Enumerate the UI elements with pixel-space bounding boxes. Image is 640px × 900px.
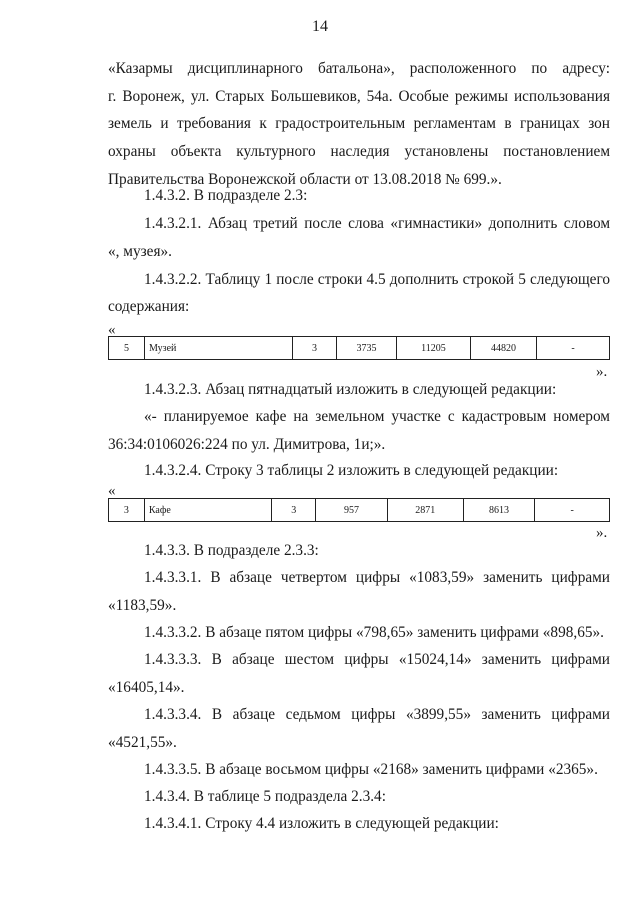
table-cell: - [571, 342, 575, 354]
table-cell: 3 [293, 337, 337, 359]
table-cell: 2871 [388, 499, 464, 521]
clause-1-4-3-2: 1.4.3.2. В подразделе 2.3: [144, 187, 308, 204]
clause-1-4-3-2-2-cont: содержания: [108, 298, 190, 315]
page-number: 14 [312, 18, 328, 35]
clause-1-4-3-2-1-cont: «, музея». [108, 243, 172, 260]
clause-1-4-3-2-3: 1.4.3.2.3. Абзац пятнадцатый изложить в следующей редакции: [144, 381, 557, 398]
paragraph-line: охраны объекта культурного наследия установлены постановлением [108, 143, 610, 160]
clause-1-4-3-2-1: 1.4.3.2.1. Абзац третий после слова «гимнастики» дополнить словом [144, 215, 610, 232]
table-cell: Музей [145, 337, 293, 359]
table-row-museum [108, 336, 610, 360]
clause-1-4-3-4: 1.4.3.4. В таблице 5 подраздела 2.3.4: [144, 788, 386, 805]
table-cell: 3 [272, 499, 316, 521]
table-cell: 3735 [337, 337, 397, 359]
clause-1-4-3-3-1: 1.4.3.3.1. В абзаце четвертом цифры «1083,59» заменить цифрами [144, 569, 610, 586]
table-cell: 957 [316, 499, 388, 521]
table-cell: 3 [109, 499, 145, 521]
clause-1-4-3-2-4: 1.4.3.2.4. Строку 3 таблицы 2 изложить в следующей редакции: [144, 462, 559, 479]
clause-1-4-3-3-5: 1.4.3.3.5. В абзаце восьмом цифры «2168» заменить цифрами «2365». [144, 761, 598, 778]
table-cell: 5 [109, 337, 145, 359]
paragraph-line: земель и требования к градостроительным регламентам в границах зон [108, 115, 610, 132]
clause-1-4-3-3: 1.4.3.3. В подразделе 2.3.3: [144, 542, 319, 559]
clause-1-4-3-3-3: 1.4.3.3.3. В абзаце шестом цифры «15024,14» заменить цифрами [144, 651, 610, 668]
table-cell: 44820 [471, 337, 537, 359]
table-cell: 11205 [397, 337, 471, 359]
clause-1-4-3-3-4-cont: «4521,55». [108, 734, 177, 751]
clause-1-4-3-3-4: 1.4.3.3.4. В абзаце седьмом цифры «3899,55» заменить цифрами [144, 706, 610, 723]
cafe-quote-line: «- планируемое кафе на земельном участке с кадастровым номером [144, 408, 610, 425]
clause-1-4-3-4-1: 1.4.3.4.1. Строку 4.4 изложить в следующей редакции: [144, 815, 499, 832]
clause-1-4-3-3-2: 1.4.3.3.2. В абзаце пятом цифры «798,65» заменить цифрами «898,65». [144, 624, 604, 641]
table-cell: Кафе [145, 499, 273, 521]
open-quote: « [108, 322, 116, 338]
paragraph-line: г. Воронеж, ул. Старых Большевиков, 54а. Особые режимы использования [108, 88, 610, 105]
close-quote: ». [596, 364, 608, 380]
table-cell: 8613 [464, 499, 536, 521]
table-cell: - [570, 504, 574, 516]
cafe-quote-line: 36:34:0106026:224 по ул. Димитрова, 1и;». [108, 436, 386, 453]
table-row-cafe [108, 498, 610, 522]
close-quote: ». [596, 525, 608, 541]
clause-1-4-3-3-3-cont: «16405,14». [108, 679, 185, 696]
open-quote: « [108, 483, 116, 499]
paragraph-line: Правительства Воронежской области от 13.08.2018 № 699.». [108, 171, 502, 188]
clause-1-4-3-3-1-cont: «1183,59». [108, 597, 177, 614]
paragraph-line: «Казармы дисциплинарного батальона», расположенного по адресу: [108, 60, 610, 77]
clause-1-4-3-2-2: 1.4.3.2.2. Таблицу 1 после строки 4.5 дополнить строкой 5 следующего [144, 271, 610, 288]
